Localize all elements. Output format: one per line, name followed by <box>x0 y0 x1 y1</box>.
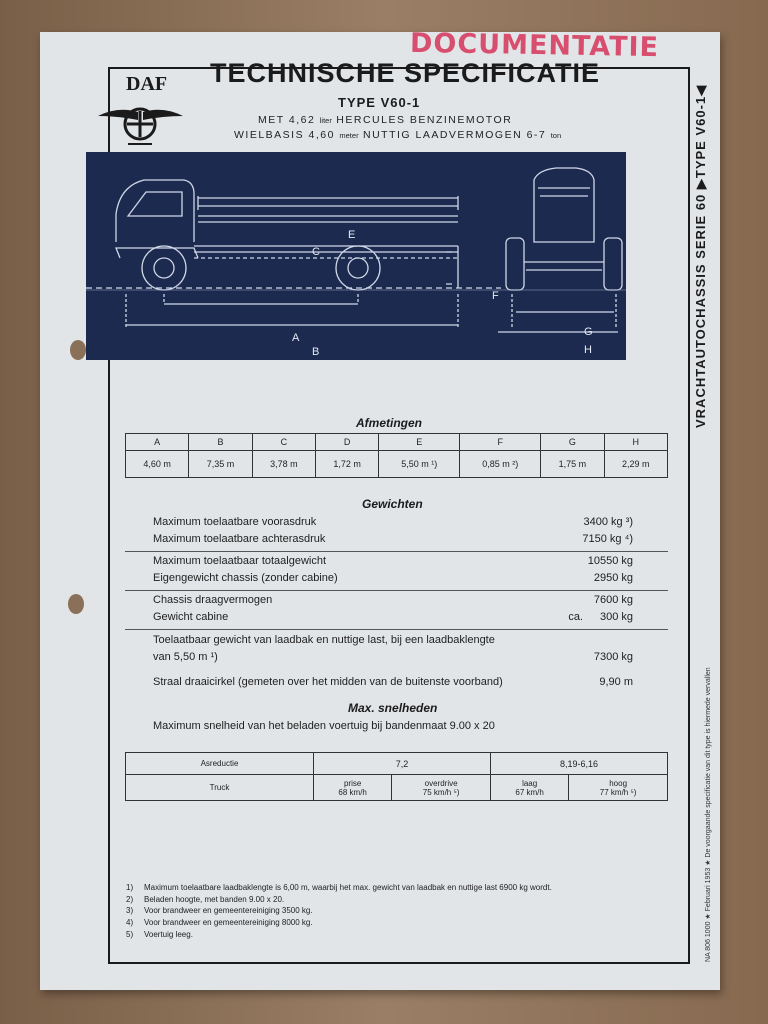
drawing-label-b: B <box>312 346 320 358</box>
weight-row: van 5,50 m ¹) 7300 kg <box>153 651 633 663</box>
snelheden-heading: Max. snelheden <box>348 701 438 715</box>
document-title: TECHNISCHE SPECIFICATIE <box>210 58 601 88</box>
side-note: NA 806 1000 ★ Februari 1953 ★ De voorgaande specificatie van dit type is hiermede vervallen <box>705 667 712 962</box>
footnote: 2) Beladen hoogte, met banden 9.00 x 20. <box>126 894 285 904</box>
dim-value: 7,35 m <box>189 451 252 478</box>
dimensions-header-row <box>126 434 668 451</box>
weight-row: Chassis draagvermogen 7600 kg <box>153 594 633 606</box>
afmetingen-heading: Afmetingen <box>356 416 422 430</box>
weight-row: Maximum toelaatbaar totaalgewicht 10550 kg <box>153 555 633 567</box>
dim-header: H <box>604 434 667 451</box>
divider <box>125 551 668 552</box>
dim-header: E <box>379 434 460 451</box>
daf-logo <box>88 68 193 154</box>
dim-header: A <box>126 434 189 451</box>
overdrive-cell: overdrive 75 km/h ⁵) <box>392 775 491 801</box>
truck-label: Truck <box>126 775 314 801</box>
dim-header: F <box>460 434 541 451</box>
dim-header: G <box>541 434 604 451</box>
drawing-label-h: H <box>584 344 592 356</box>
weight-row: Eigengewicht chassis (zonder cabine) 2950 kg <box>153 572 633 584</box>
drawing-label-e: E <box>348 229 356 241</box>
dim-value: 4,60 m <box>126 451 189 478</box>
weight-row: Straal draaicirkel (gemeten over het midden van de buitenste voorband) 9,90 m <box>153 676 633 688</box>
asreductie-label: Asreductie <box>126 753 314 775</box>
dim-value: 0,85 m ²) <box>460 451 541 478</box>
documentatie-stamp: DOCUMENTATIE <box>409 27 660 64</box>
engine-line: MET 4,62 liter HERCULES BENZINEMOTOR <box>258 114 513 126</box>
footnote: 1) Maximum toelaatbare laadbaklengte is 6,00 m, waarbij het max. gewicht van laadbak en nuttige last 6900 kg wordt. <box>126 883 552 892</box>
ratio-1: 7,2 <box>314 753 491 775</box>
dim-value: 5,50 m ¹) <box>379 451 460 478</box>
drawing-label-c: C <box>312 246 320 258</box>
weight-row: Maximum toelaatbare achterasdruk 7150 kg ⁴) <box>153 533 633 545</box>
speed-table <box>125 752 668 801</box>
footnote: 5) Voertuig leeg. <box>126 929 193 939</box>
dim-value: 1,75 m <box>541 451 604 478</box>
wheelbase-line: WIELBASIS 4,60 meter NUTTIG LAADVERMOGEN 6-7 ton <box>234 129 562 141</box>
footnotes <box>126 882 552 941</box>
footnote: 3) Voor brandweer en gemeentereiniging 3500 kg. <box>126 906 313 916</box>
dim-value: 1,72 m <box>315 451 378 478</box>
type-subtitle: TYPE V60-1 <box>338 95 421 110</box>
daf-logo-text: DAF <box>126 73 168 95</box>
dimensions-table <box>125 433 668 478</box>
gewichten-heading: Gewichten <box>362 497 423 511</box>
series-side-label: VRACHTAUTOCHASSIS SERIE 60 ▶TYPE V60-1◀ <box>693 84 708 428</box>
punch-hole-bottom <box>68 594 84 614</box>
drawing-label-g: G <box>584 326 593 338</box>
drawing-label-f: F <box>492 290 499 302</box>
prise-cell: prise 68 km/h <box>314 775 392 801</box>
drawing-label-a: A <box>292 332 300 344</box>
ratio-2: 8,19-6,16 <box>490 753 667 775</box>
chassis-drawing <box>86 152 626 360</box>
weight-row: Gewicht cabine ca. 300 kg <box>153 611 633 623</box>
punch-hole-top <box>70 340 86 360</box>
footnote: 4) Voor brandweer en gemeentereiniging 8000 kg. <box>126 918 313 928</box>
dimensions-value-row <box>126 451 668 478</box>
dim-header: C <box>252 434 315 451</box>
dim-header: D <box>315 434 378 451</box>
weight-row: Maximum toelaatbare voorasdruk 3400 kg ³) <box>153 516 633 528</box>
dim-header: B <box>189 434 252 451</box>
weight-row: Toelaatbaar gewicht van laadbak en nuttige last, bij een laadbaklengte <box>153 634 495 646</box>
hoog-cell: hoog 77 km/h ⁵) <box>569 775 668 801</box>
max-speed-text: Maximum snelheid van het beladen voertuig bij bandenmaat 9.00 x 20 <box>153 720 495 732</box>
chassis-diagram <box>86 152 626 360</box>
dim-value: 3,78 m <box>252 451 315 478</box>
laag-cell: laag 67 km/h <box>490 775 568 801</box>
divider <box>125 629 668 630</box>
divider <box>125 590 668 591</box>
dim-value: 2,29 m <box>604 451 667 478</box>
